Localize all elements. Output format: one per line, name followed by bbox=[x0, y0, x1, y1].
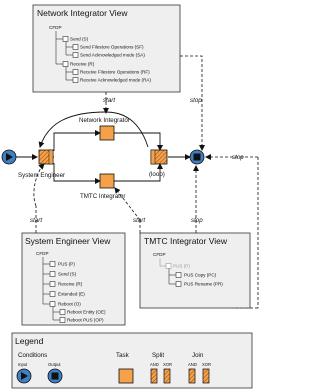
legend-title: Legend bbox=[15, 336, 44, 346]
legend-split-and: AND bbox=[150, 362, 159, 367]
legend-split-xor: XOR bbox=[163, 362, 173, 367]
feature-checkbox[interactable] bbox=[73, 78, 78, 83]
legend-join-and: AND bbox=[188, 362, 197, 367]
feature-checkbox[interactable] bbox=[73, 45, 78, 50]
legend-join-xor-icon bbox=[203, 369, 209, 383]
feature-checkbox[interactable] bbox=[60, 310, 65, 315]
legend-output: Output bbox=[48, 362, 61, 367]
feature-checkbox[interactable] bbox=[176, 282, 181, 287]
feature-root-cfdp: CFDP bbox=[49, 25, 62, 30]
legend-conditions: Conditions bbox=[18, 352, 48, 359]
system-engineer-view-panel bbox=[22, 233, 125, 325]
feature-checkbox[interactable] bbox=[50, 282, 55, 287]
feature-checkbox[interactable] bbox=[73, 53, 78, 58]
feature-send-filestore: Send Filestore Operations (SF) bbox=[80, 44, 144, 50]
legend-join: Join bbox=[192, 352, 204, 359]
feature-checkbox[interactable] bbox=[50, 302, 55, 307]
start-label-mid: start bbox=[133, 217, 146, 224]
tmtc-integrator-view-panel bbox=[140, 233, 250, 308]
feature-extended: Extended (E) bbox=[58, 291, 85, 297]
legend-split: Split bbox=[152, 352, 165, 359]
system-view-title: System Engineer View bbox=[25, 236, 111, 246]
loop-join bbox=[151, 150, 167, 164]
feature-receive-ack: Receive Acknowledged mode (RA) bbox=[80, 77, 151, 83]
feature-receive: Receive (R) bbox=[58, 281, 83, 287]
feature-checkbox[interactable] bbox=[60, 318, 65, 323]
feature-reboot: Reboot (O) bbox=[58, 301, 81, 307]
feature-checkbox[interactable] bbox=[50, 272, 55, 277]
feature-receive-filestore: Receive Filestore Operations (RF) bbox=[80, 69, 150, 75]
start-label-left: start bbox=[30, 217, 43, 224]
join-label: (loop) bbox=[149, 171, 165, 178]
feature-checkbox[interactable] bbox=[166, 264, 171, 269]
task-top-label: Network Integrator bbox=[79, 117, 130, 124]
start-label-top: start bbox=[103, 97, 116, 104]
feature-pus-disabled: PUS (P) bbox=[173, 263, 190, 269]
feature-checkbox[interactable] bbox=[50, 262, 55, 267]
feature-send-ack: Send Acknowledged mode (SA) bbox=[80, 52, 145, 58]
split-label: System Engineer bbox=[18, 172, 66, 179]
task-network-integrator bbox=[100, 126, 114, 140]
feature-checkbox[interactable] bbox=[63, 62, 68, 67]
legend-split-xor-icon bbox=[164, 369, 170, 383]
feature-root-cfdp: CFDP bbox=[36, 251, 49, 256]
feature-checkbox[interactable] bbox=[73, 70, 78, 75]
feature-checkbox[interactable] bbox=[50, 292, 55, 297]
system-engineer-split bbox=[39, 150, 53, 164]
network-integrator-view-panel bbox=[33, 5, 180, 92]
legend-panel bbox=[12, 333, 252, 388]
feature-root-cfdp: CFDP bbox=[153, 252, 166, 257]
stop-icon bbox=[194, 154, 201, 161]
stop-label-mid: stop bbox=[191, 217, 203, 224]
legend-split-and-icon bbox=[151, 369, 157, 383]
legend-task-icon bbox=[119, 369, 133, 383]
task-tmtc-integrator bbox=[100, 174, 114, 188]
feature-checkbox[interactable] bbox=[63, 37, 68, 42]
stop-label-right: stop bbox=[232, 154, 244, 161]
stop-label-top: stop bbox=[190, 97, 202, 104]
feature-send: Send (S) bbox=[58, 271, 77, 277]
feature-reboot-pus: Reboot PUS (OP) bbox=[67, 317, 104, 323]
network-view-title: Network Integrator View bbox=[37, 8, 128, 18]
legend-input: Input bbox=[18, 362, 28, 367]
feature-receive: Receive (R) bbox=[70, 61, 95, 67]
tmtc-view-title: TMTC Integrator View bbox=[144, 236, 227, 246]
legend-join-xor: XOR bbox=[202, 362, 212, 367]
legend-join-and-icon bbox=[189, 369, 195, 383]
feature-reboot-entity: Reboot Entity (OE) bbox=[67, 309, 106, 315]
feature-pus-copy: PUS Copy (PC) bbox=[184, 272, 217, 278]
feature-pus: PUS (P) bbox=[58, 261, 75, 267]
feature-checkbox[interactable] bbox=[176, 273, 181, 278]
feature-pus-rename: PUS Rename (PR) bbox=[184, 281, 223, 287]
legend-task: Task bbox=[116, 352, 129, 359]
feature-send: Send (S) bbox=[70, 36, 89, 42]
task-bottom-label: TMTC Integrator bbox=[80, 193, 126, 200]
